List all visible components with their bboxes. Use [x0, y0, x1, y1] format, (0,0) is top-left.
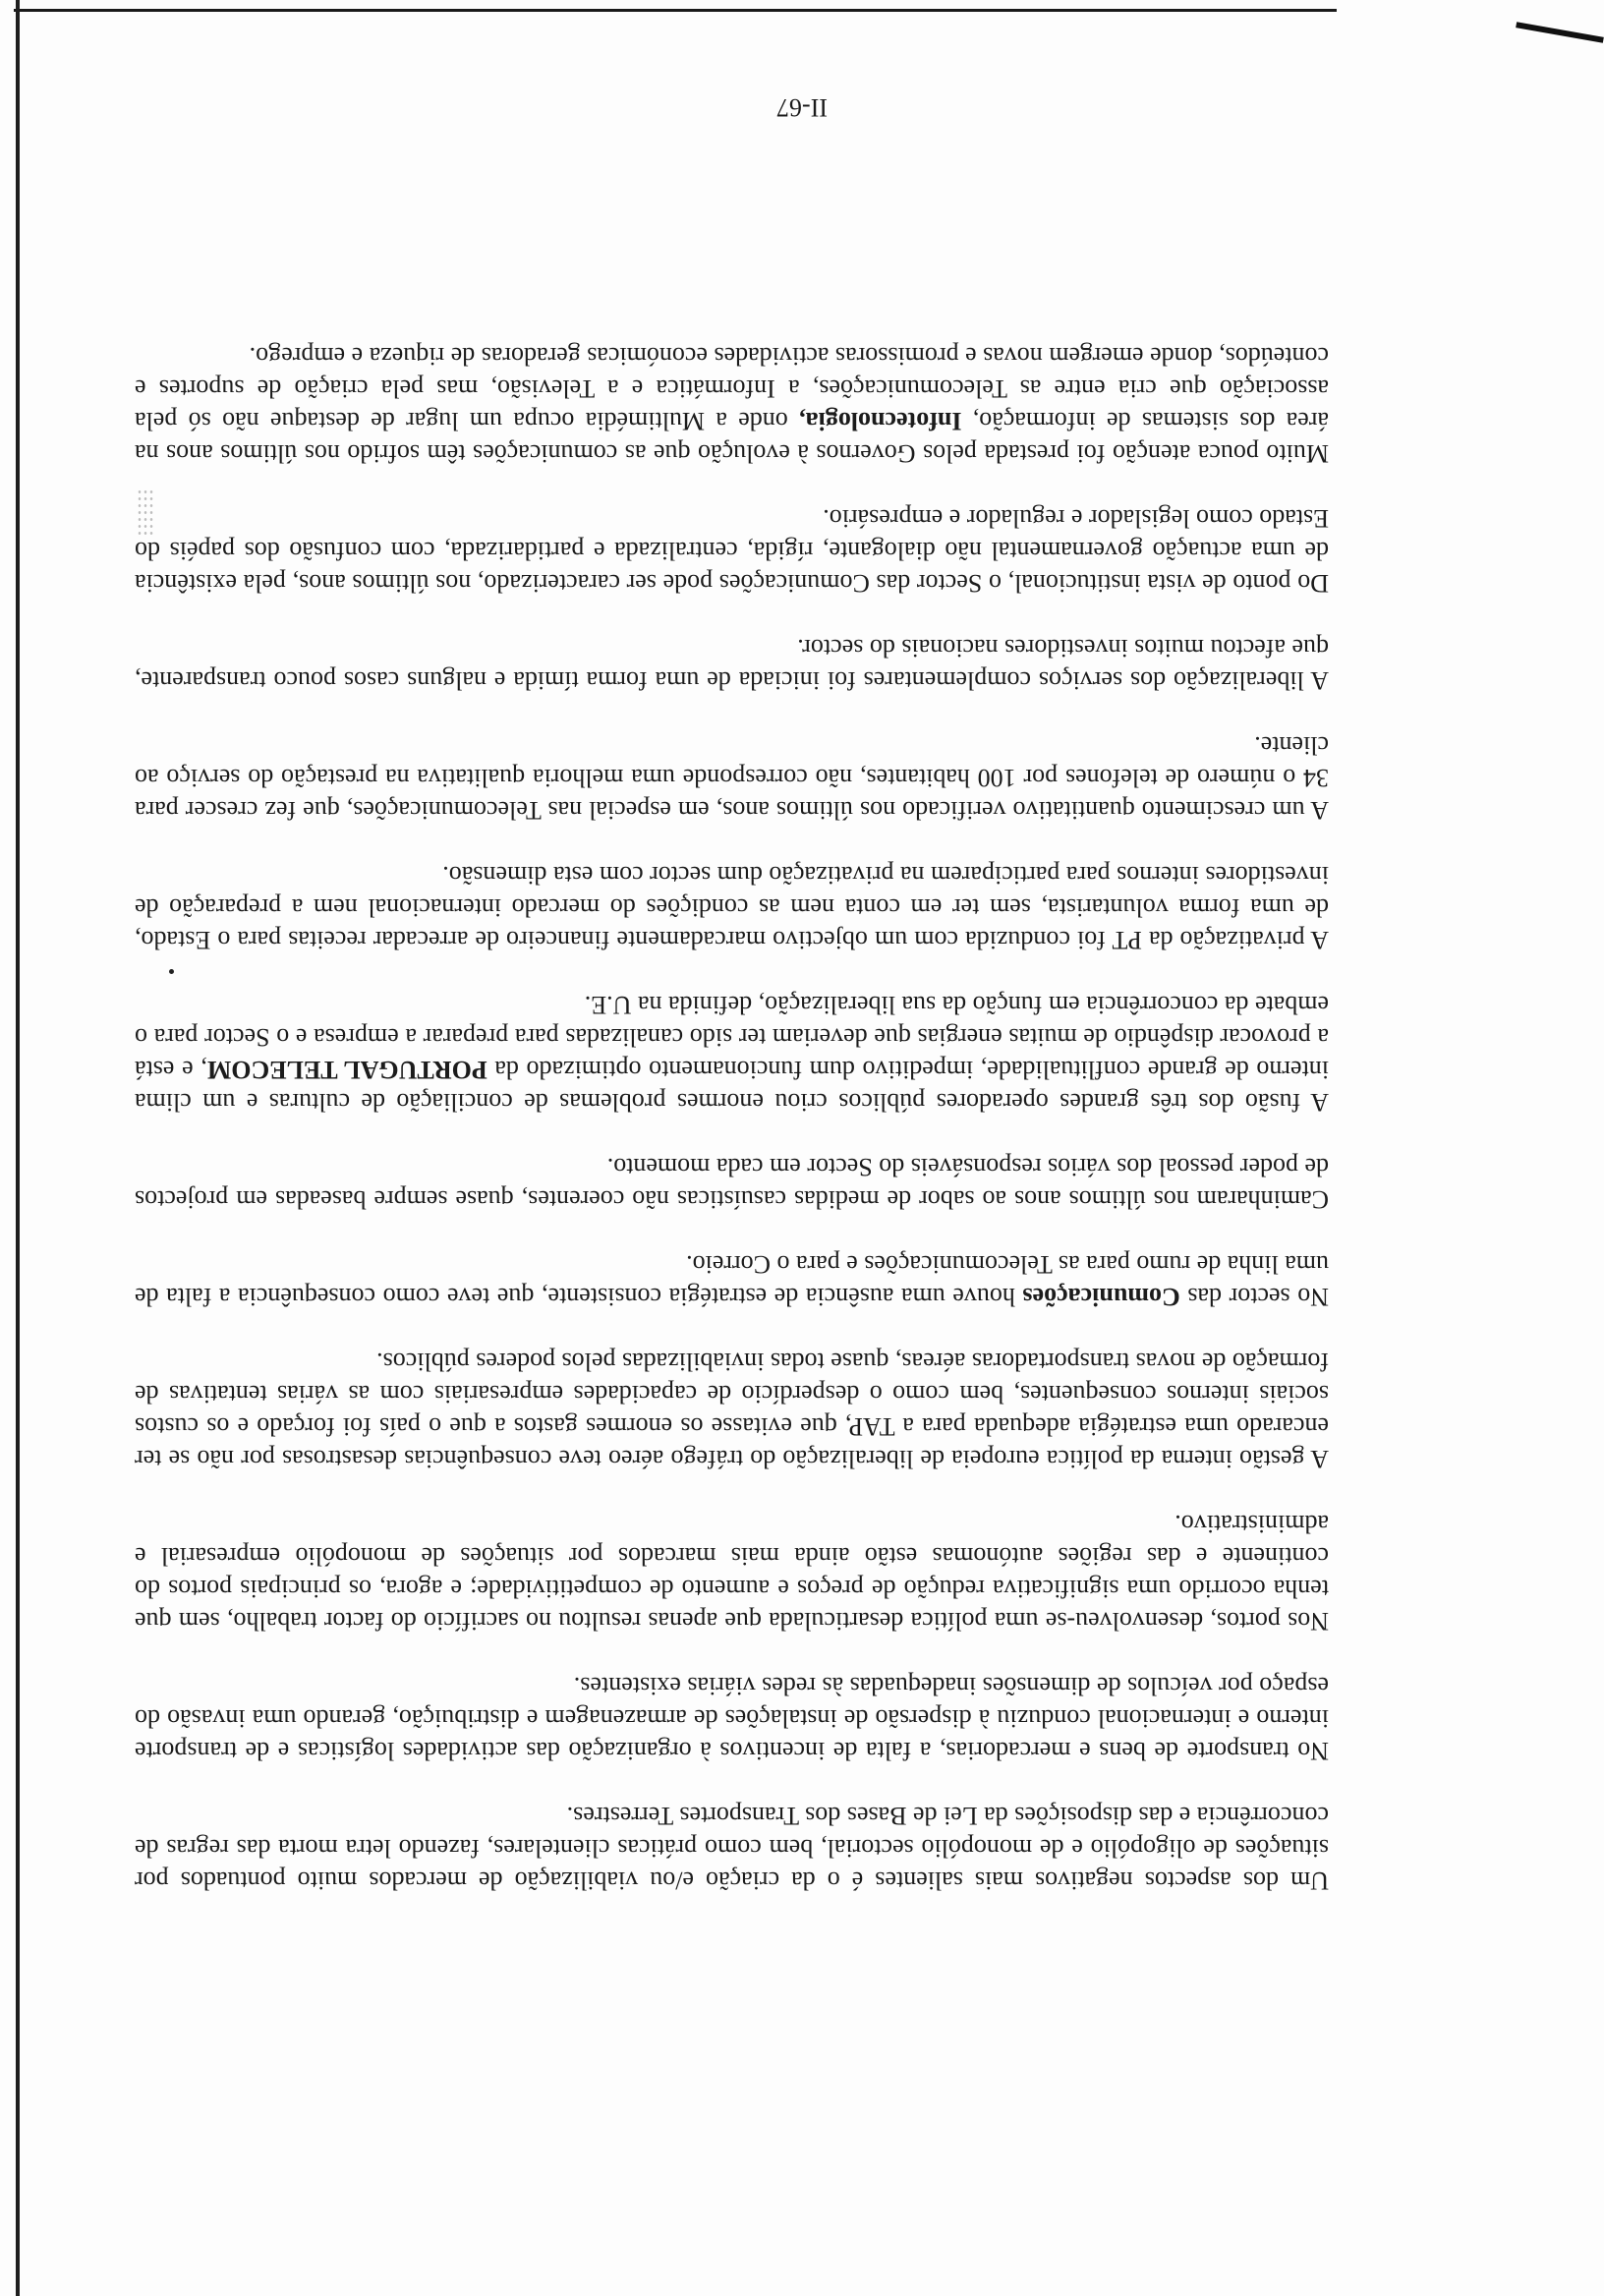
paragraph-text: A fusão dos três grandes operadores públicos criou enormes problemas de conciliação de culturas e um clima interno de grande conflitualidade, impeditivo dum funcionamento optimizado da: [135, 1056, 1329, 1117]
emphasized-term: PORTUGAL TELECOM: [206, 1056, 487, 1084]
page-number: II-67: [776, 93, 828, 122]
paragraph-text: A um crescimento quantitativo verificado nos últimos anos, em especial nas Telecomunicações, que fez crescer para 34 o número de telefones por 100 habitantes, não corresponde uma melhoria qualitativa na prestação do serviço ao cliente.: [135, 731, 1329, 825]
paragraph-text: houve uma ausência de estratégia consistente, que teve como consequência a falta de uma linha de rumo para as Telecomunicações e para o Correio.: [135, 1250, 1329, 1311]
document-body: [135, 340, 1329, 1897]
scan-corner-mark: [1516, 22, 1604, 43]
paragraph: [135, 1248, 1329, 1313]
emphasized-term: Infotecnologia,: [799, 407, 962, 435]
scan-left-border: [16, 0, 20, 2296]
paragraph: [135, 729, 1329, 827]
paragraph-text: No transporte de bens e mercadorias, a falta de incentivos à organização das actividades logísticas e de transporte interno e internacional conduziu à dispersão de instalações de armazenagem e distribuição, gerando uma invasão do espaço por veículos de dimensões inadequadas às redes viárias existentes.: [135, 1672, 1329, 1765]
paragraph-text: Muito pouca atenção foi prestada pelos Governos à evolução que as comunicações têm sofrido nos últimos anos na área dos sistemas de informação,: [135, 407, 1329, 468]
paragraph-text: No sector das: [1179, 1283, 1329, 1311]
paragraph-text: A gestão interna da política europeia de liberalização do tráfego aéreo teve consequências desastrosas por não se ter encarado uma estratégia adequada para a TAP, que evitasse os enormes gastos a que o país foi forçado e os custos sociais internos consequentes, bem como o desperdício de capacidades empresariais com as várias tentativas de formação de novas transportadoras aéreas, quase todas inviabilizadas pelos poderes públicos.: [135, 1348, 1329, 1473]
paragraph-text: Caminharam nos últimos anos ao sabor de medidas casuísticas não coerentes, quase sempre baseadas em projectos de poder pessoal dos vários responsáveis do Sector em cada momento.: [135, 1153, 1329, 1214]
paragraph-text: Do ponto de vista institucional, o Sector das Comunicações pode ser caracterizado, nos últimos anos, pela existência de uma actuação governamental não dialogante, rígida, centralizada e partidarizada, com confusão dos papéis do Estado como legislador e regulador e empresário.: [135, 504, 1329, 598]
paragraph: [135, 1151, 1329, 1216]
paragraph: [135, 1508, 1329, 1637]
emphasized-term: Comunicações: [1022, 1283, 1180, 1311]
paragraph-text: onde a Multimédia ocupa um lugar de destaque não só pela associação que cria entre as Telecomunicações, a Informática e a Televisão, mas pela criação de suportes e conteúdos, donde emergem novas e promissoras actividades económicas geradoras de riqueza e emprego.: [135, 342, 1329, 435]
paragraph-text: Um dos aspectos negativos mais salientes é o da criação e/ou viabilização de mercados muito pontuados por situações de oligopólio e de monopólio sectorial, bem como práticas clientelares, fazendo letra morta das regras de concorrência e das disposições da Lei de Bases dos Transportes Terrestres.: [135, 1802, 1329, 1895]
paragraph: [135, 859, 1329, 956]
paragraph-text: , e está a provocar dispêndio de muitas energias que deveriam ter sido canalizadas para preparar a empresa e o Sector para o embate da concorrência em função da sua liberalização, definida na U.E.: [135, 991, 1329, 1084]
paragraph: [135, 1800, 1329, 1897]
paragraph: [135, 1670, 1329, 1767]
paragraph: [135, 1346, 1329, 1475]
paragraph-text: A liberalização dos serviços complementares foi iniciada de uma forma tímida e nalguns casos pouco transparente, que afectou muitos investidores nacionais do sector.: [135, 634, 1329, 695]
paragraph: [135, 340, 1329, 470]
scan-top-border: [14, 9, 1337, 12]
paragraph: [135, 989, 1329, 1119]
paragraph: [135, 502, 1329, 600]
paragraph-text: A privatização da PT foi conduzida com um objectivo marcadamente financeiro de arrecadar receitas para o Estado, de uma forma voluntarista, sem ter em conta nem as condições do mercado internacional nem a preparação de investidores internos para participarem na privatização dum sector com esta dimensão.: [135, 861, 1329, 954]
paragraph: [135, 632, 1329, 697]
paragraph-text: Nos portos, desenvolveu-se uma política desarticulada que apenas resultou no sacrifício do factor trabalho, sem que tenha ocorrido uma significativa redução de preços e aumento de competitividade; e agora, os principais portos do continente e das regiões autónomas estão ainda mais marcados por situações de monopólio empresarial e administrativo.: [135, 1510, 1329, 1636]
